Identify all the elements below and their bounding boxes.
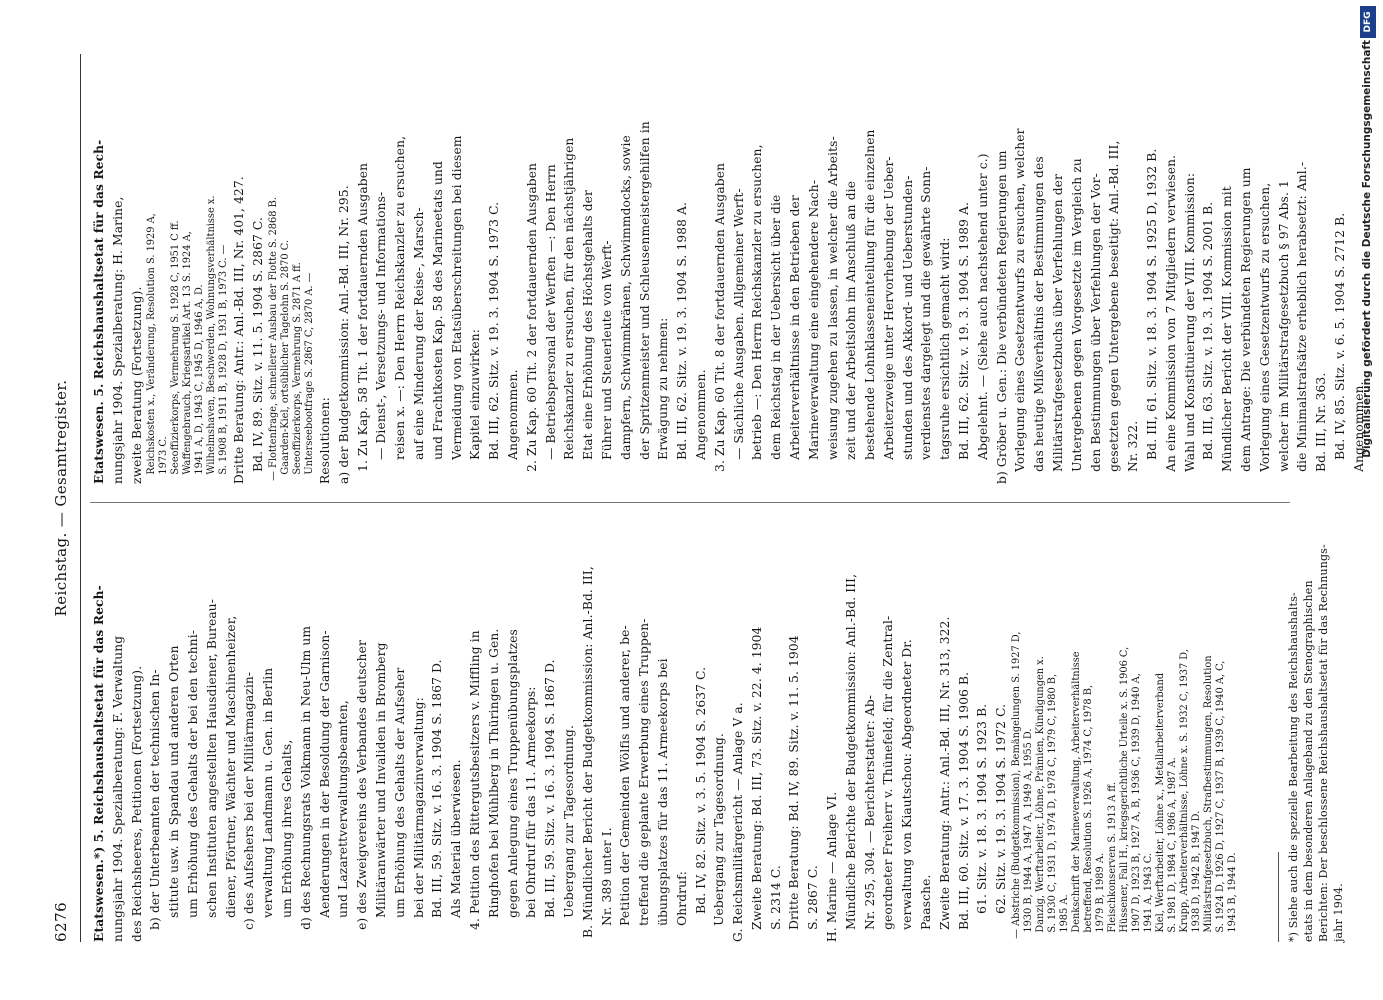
index-line: nungsjahr 1904. Spezialberatung: H. Marine, [110,196,125,484]
index-line: nungsjahr 1904. Spezialberatung: F. Verwaltung [110,635,125,942]
index-line: Wahl und Konstituierung der VIII. Kommission: [1182,172,1197,484]
index-line: Bd. IV, 85. Sitz. v. 6. 5. 1904 S. 2712 B. [1333,212,1348,484]
index-line: Danzig, Werftarbeiter, Löhne, Prämien, Kündigungen x. [1035,656,1047,942]
index-line: An eine Kommission von 7 Mitgliedern verwiesen. [1163,154,1178,484]
index-line: 1938 D, 1942 B, 1947 D. [1191,810,1203,942]
index-line: b) der Unterbeamten der technischen In- [148,669,163,942]
index-line: Zweite Beratung: Bd. III, 73. Sitz. v. 22. 4. 1904 [749,626,764,942]
index-line: Bd. III, 63. Sitz. v. 19. 3. 1904 S. 2001 B. [1201,201,1216,484]
index-line: Nr. 322. [1126,420,1141,484]
footnote-rule [1278,852,1279,942]
index-line: — Abstriche (Budgetkommission), Bemängelungen S. 1927 D, [1011,631,1023,942]
index-line: Wilhelmshaven, Beschwerden, Wohnungsverhältnisse x. [206,195,218,484]
index-line: Erwägung zu nehmen: [656,317,671,484]
index-line: Mündliche Berichte der Budgetkommission: Anl.-Bd. III, [843,573,858,942]
index-line: H. Marine — Anlage VI. [825,791,840,942]
index-line: weisung zugehen zu lassen, in welcher die Arbeits- [825,136,840,484]
index-line: dem Antrage: Die verbündeten Regierungen um [1239,167,1254,484]
index-line: der Spritzenmeister und Schleusenmeistergehilfen in [637,121,652,484]
index-line: Paasche. [919,874,934,942]
index-line: Vermeidung von Etatsüberschreitungen bei diesem [449,135,464,484]
index-line: Petition der Gemeinden Wölfis und anderer, be- [618,625,633,942]
index-line: tagsruhe ersichtlich gemacht wird: [938,237,953,484]
index-line: 1973 C. [158,436,170,484]
index-line: betreffend, Resolution S. 1926 A, 1974 C, 1978 B, [1083,684,1095,942]
index-line: — Flottenfrage, schnellerer Ausbau der Flotte S. 2868 B. [267,197,279,484]
index-line: Militärstrafgesetzbuchs über Verfehlungen der [1051,173,1066,484]
index-line: Bd. III, 59. Sitz. v. 16. 3. 1904 S. 1867 D. [430,659,445,942]
index-line: stitute usw. in Spandau und anderen Orten [167,645,182,942]
index-line: Reichskanzler zu ersuchen, für den nächstjährigen [562,137,577,484]
index-line: Militärstrafgesetzbuch, Strafbestimmungen, Resolution [1203,655,1215,942]
index-line: gesetzten gegen Untergebene beseitigt: Anl.-Bd. III, [1107,140,1122,484]
index-line: G. Reichsmilitärgericht — Anlage V a. [731,702,746,942]
index-line: Bd. III, 59. Sitz. v. 16. 3. 1904 S. 1867 D. [543,659,558,942]
index-line: verwaltung Landmann u. Gen. in Berlin [261,667,276,942]
index-line: diener, Pförtner, Wächter und Maschinenheizer, [223,615,238,942]
index-line: Ohrdruf: [674,870,689,942]
index-line: Hüssener, Fall H., kriegsgerichtliche Urteile x. S. 1906 C, [1119,646,1131,942]
index-line: Kiel, Werftarbeiter, Löhne x., Metallarbeiterverband [1155,672,1167,942]
column-divider [90,502,1290,503]
dfg-logo-text: DFG [1363,11,1373,33]
index-line: 61. Sitz. v. 18. 3. 1904 S. 1923 B. [975,703,990,942]
index-line: b) Gröber u. Gen.: Die verbündeten Regierungen um [994,150,1009,484]
index-line: c) des Aufsehers bei der Militärmagazin- [242,671,257,942]
index-line: um Erhöhung des Gehalts der Aufseher [392,667,407,942]
index-line: Uebergang zur Tagesordnung. [561,725,576,942]
index-line: S. 1924 D, 1926 D, 1927 C, 1937 B, 1939 C, 1940 A, C, [1215,660,1227,942]
index-line: reisen x. —: Den Herrn Reichskanzler zu ersuchen, [393,135,408,484]
index-line: S. 1930 C, 1931 D, 1974 D, 1978 C, 1979 C, 1980 B, [1047,673,1059,942]
index-line: S. 1981 D, 1984 C, 1986 A, 1987 A. [1167,757,1179,942]
index-line: Bd. III, 62. Sitz. v. 19. 3. 1904 S. 1988 A. [675,201,690,484]
index-line: Angenommen. [693,369,708,484]
index-line: Dritte Beratung: Bd. IV, 89. Sitz. v. 11. 5. 1904 [787,635,802,942]
index-line: verwaltung von Kiautschou: Abgeordneter Dr. [900,639,915,942]
index-line: B. Mündlicher Bericht der Budgetkommission: Anl.-Bd. III, [580,566,595,942]
index-line: Kapitel einzuwirken: [468,328,483,484]
index-line: Etatswesen.*) 5. Reichshaushaltsetat für das Rech- [92,585,106,942]
index-line: Nr. 389 unter I. [599,827,614,942]
index-line: — Sächliche Ausgaben. Allgemeiner Werft- [731,188,746,484]
index-line: S. 2314 C. [768,865,783,942]
page-number: 6276 [52,901,70,942]
index-line: Unterseebootfrage S. 2867 C, 2870 A. — [303,272,315,484]
index-line: Krupp, Arbeiterverhältnisse, Löhne x. S. 1932 C, 1937 D, [1179,649,1191,942]
index-line: Bd. III, 62. Sitz. v. 19. 3. 1904 S. 1973 C. [487,201,502,484]
index-line: bei der Militärmagazinverwaltung: [411,697,426,942]
index-line: den Bestimmungen über Verfehlungen der Vor- [1088,173,1103,484]
index-line: um Erhöhung ihres Gehalts, [279,739,294,942]
index-line: Resolutionen: [317,397,332,484]
index-line: Führer und Steuerleute von Werft- [599,240,614,484]
header-rule [80,54,81,942]
index-line: um Erhöhung des Gehalts der bei den techni- [185,629,200,942]
index-line: 1930 B, 1944 A, 1947 A, 1949 A, 1955 D. [1023,728,1035,942]
side-note [1354,0,1380,1000]
index-line: Dritte Beratung: Antr.: Anl.-Bd. III, Nr. 401, 427. [232,176,247,484]
index-line: Arbeiterzweige unter Hervorhebung der Ueber- [881,156,896,484]
index-line: Seeoffizierkorps, Vermehrung S. 1928 C, 1951 C ff. [170,220,182,484]
dfg-logo [1360,6,1376,38]
index-line: bei Ohrdruf für das 11. Armeekorps: [524,686,539,942]
index-line: 1979 B, 1989 A. [1095,852,1107,942]
index-line: Vorlegung eines Gesetzentwurfs zu ersuchen, [1257,182,1272,484]
index-line: e) des Zweigvereins des Verbandes deutscher [355,640,370,942]
index-line: Etat eine Erhöhung des Höchstgehalts der [581,190,596,484]
index-line: Waffengebrauch, Kriegsartikel Art. 13 S. 1924 A, [182,231,194,484]
index-line: Angenommen. [1351,381,1366,484]
index-line: Angenommen. [505,369,520,484]
index-line: und Lazarettverwaltungsbeamten, [336,700,351,942]
index-line: Vorlegung eines Gesetzentwurfs zu ersuchen, welcher [1013,128,1028,484]
index-line: Nr. 295, 304. — Berichterstatter: Ab- [862,694,877,942]
index-line: Uebergang zur Tagesordnung. [712,733,727,942]
footnote-line: etats in dem besonderen Anlageband zu den Stenographischen [1302,580,1315,942]
index-line: stunden und des Akkord- und Ueberstunden- [900,175,915,484]
index-line: Militäranwärter und Invaliden in Bromberg [373,642,388,942]
right-column [90,54,1366,484]
index-line: 2. Zu Kap. 60 Tit. 2 der fortdauernden Ausgaben [524,162,539,484]
index-line: a) der Budgetkommission: Anl.-Bd. III, Nr. 295. [336,185,351,484]
index-line: betrieb —: Den Herrn Reichskanzler zu ersuchen, [750,144,765,484]
index-line: S. 1908 B, 1911 B, 1928 D, 1931 B, 1973 C. — [218,244,230,484]
index-line: Fleischkonserven S. 1913 A ff. [1107,782,1119,942]
index-line: verdienstes dargelegt und die gewährte Sonn- [919,166,934,484]
index-line: auf eine Minderung der Reise-, Marsch- [411,207,426,484]
page-header [48,54,78,942]
index-line: 3. Zu Kap. 60 Tit. 8 der fortdauernden Ausgaben [712,162,727,484]
index-line: Bd. III, Nr. 363. [1314,372,1329,484]
index-line: Als Material überwiesen. [449,759,464,942]
footnote [1286,512,1346,942]
index-line: 4. Petition des Rittergutsbesitzers v. Miffling in [467,630,482,942]
index-line: bestehende Lohnklasseneinteilung für die einzelnen [863,129,878,484]
index-line: übungsplatzes für das 11. Armeekorps bei [655,658,670,942]
index-line: die Minimalstrafsätze erheblich herabsetzt: Anl.- [1295,161,1310,484]
index-line: d) des Rechnungsrats Volkmann in Neu-Ulm um [298,625,313,942]
index-line: Denkschrift der Marineverwaltung, Arbeiterverhältnisse [1071,651,1083,942]
running-title: Reichstag. — Gesamtregister. [52,379,70,617]
index-line: dampfern, Schwimmkränen, Schwimmdocks, sowie [618,135,633,484]
index-line: geordneter Freiherr v. Thünefeld; für die Zentral- [881,615,896,942]
footnote-line: jahr 1904. [1332,883,1345,942]
index-line: 1943 B, 1944 D. [1227,852,1239,942]
index-line: Bd. III, 62. Sitz. v. 19. 3. 1904 S. 1989 A. [957,201,972,484]
index-line: 1985 A. [1059,894,1071,942]
index-line: — Dienst-, Versetzungs- und Informations- [374,191,389,484]
index-line: 62. Sitz. v. 19. 3. 1904 S. 1972 C. [994,703,1009,942]
index-line: Mündlicher Bericht der VIII. Kommission mit [1220,186,1235,484]
index-line: Reichskosten x., Veränderung, Resolution S. 1929 A, [146,213,158,484]
index-line: zeit und der Arbeitslohn im Anschluß an die [844,180,859,484]
index-line: das heutige Mißverhältnis der Bestimmungen des [1032,156,1047,484]
index-line: Marineverwaltung eine eingehendere Nach- [806,179,821,484]
index-line: 1. Zu Kap. 58 Tit. 1 der fortdauernden Ausgaben [355,162,370,484]
index-line: Bd. III, 61. Sitz. v. 18. 3. 1904 S. 1925 D, 1932 B. [1145,148,1160,484]
index-line: Aenderungen in der Besoldung der Garnison- [317,630,332,942]
index-line: Abgelehnt. — (Siehe auch nachstehend unter c.) [975,153,990,484]
index-line: Bd. IV, 89. Sitz. v. 11. 5. 1904 S. 2867 C. [251,217,266,484]
index-line: Arbeiterverhältnisse in den Betrieben der [787,195,802,484]
index-line: Bd. IV, 82. Sitz. v. 3. 5. 1904 S. 2637 C. [693,666,708,942]
footnote-line: Berichten: Der beschlossene Reichshaushaltsetat für das Rechnungs- [1317,544,1330,942]
index-line: Seeoffizierkorps, Vermehrung S. 2871 A ff. [291,262,303,484]
index-line: zweite Beratung (Fortsetzung). [129,286,144,484]
index-line: Gaarden-Kiel, ortsüblicher Tagelohn S. 2870 C. [279,240,291,484]
index-line: gegen Anlegung eines Truppenübungsplatzes [505,629,520,942]
index-line: des Reichsheeres, Petitionen (Fortsetzung). [129,665,144,942]
index-line: Ringhofen bei Mühlberg in Thüringen u. Gen. [486,628,501,942]
index-line: — Betriebspersonal der Werften —: Den Herrn [543,164,558,484]
index-line: 1907 D, 1923 B, 1927 A, B, 1936 C, 1939 D, 1940 A, [1131,673,1143,942]
funding-note: Digitalisierung gefördert durch die Deutsche Forschungsgemeinschaft [1361,40,1373,458]
index-line: Untergebenen gegen Vorgesetzte im Vergleich zu [1069,158,1084,484]
index-line: Zweite Beratung: Antr.: Anl.-Bd. III, Nr. 313, 322. [937,616,952,942]
index-line: und Frachtkosten Kap. 58 des Marineetats und [430,161,445,484]
index-line: dem Reichstag in der Uebersicht über die [769,194,784,484]
index-line: Bd. III, 60. Sitz. v. 17. 3. 1904 S. 1906 B. [956,671,971,942]
index-line: Etatswesen. 5. Reichshaushaltsetat für das Rech- [92,139,106,484]
index-line: schen Instituten angestellten Hausdiener, Bureau- [204,598,219,942]
footnote-line: *) Siehe auch die spezielle Bearbeitung des Reichshaushalts- [1287,592,1300,942]
index-line: 1941 A, 1943 C. [1143,853,1155,942]
index-line: S. 2867 C. [806,865,821,942]
index-line: treffend die geplante Erwerbung eines Truppen- [637,618,652,942]
left-column [90,512,1300,942]
index-line: welcher im Militärstrafgesetzbuch § 97 Abs. 1 [1276,180,1291,484]
index-line: 1941 A, D, 1943 C, 1945 D, 1946 A, D. [194,284,206,484]
